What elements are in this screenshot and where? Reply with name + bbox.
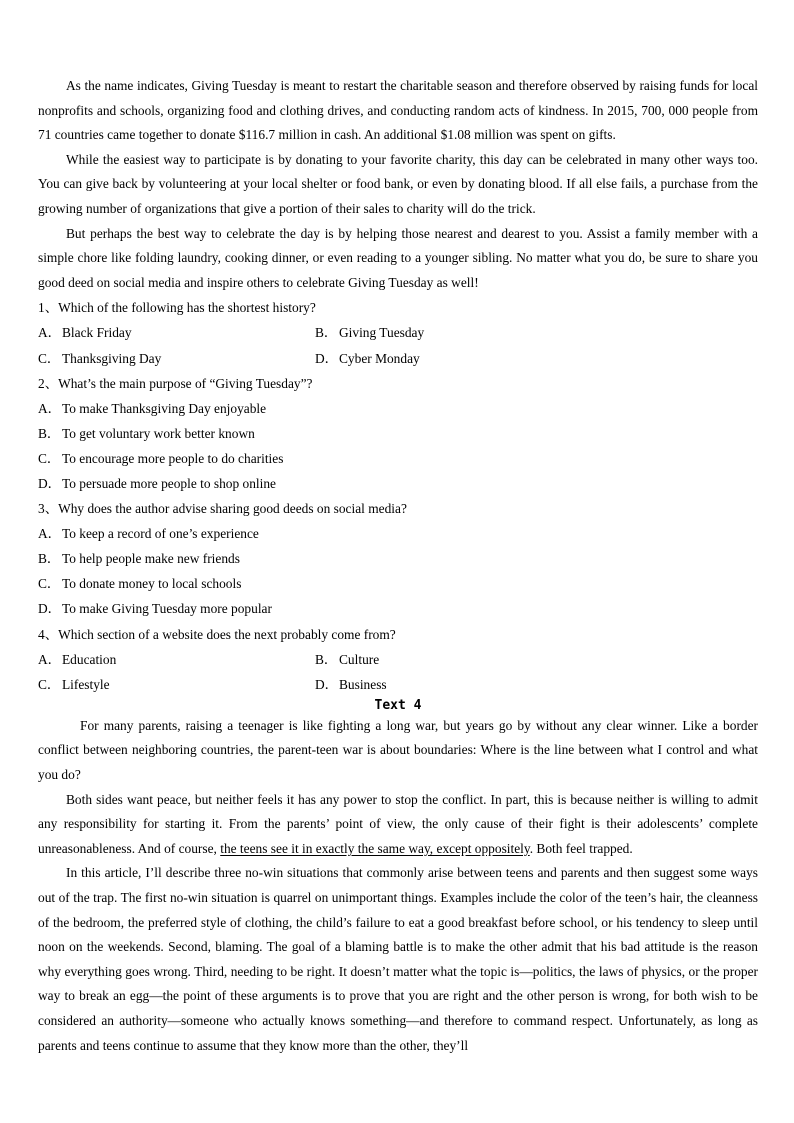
option-text: Education <box>62 651 117 667</box>
option-text: Thanksgiving Day <box>62 350 162 366</box>
option-letter: A． <box>38 651 62 667</box>
paragraph-text: Both sides want peace, but neither feels it has any power to stop the conflict. In part, this is because neither is willing to admit any responsibility for starting it. From the parents’ point of view, the only cause of their fight is their adolescents’ complete unreasonableness. And of course, <box>38 791 758 856</box>
option-b <box>38 421 758 446</box>
passage-text-4 <box>38 698 758 1058</box>
option-text: Business <box>339 676 387 692</box>
option-letter: D． <box>38 601 62 617</box>
question-text: Which of the following has the shortest history? <box>58 300 316 316</box>
passage-paragraph-1: For many parents, raising a teenager is like fighting a long war, but years go by without any clear winner. Like a border conflict between neighboring countries, the parent-teen war is about boundaries: Where is the line between what I control and what you do? <box>38 717 758 783</box>
underlined-sentence: the teens see it in exactly the same way, except oppositely <box>220 840 530 856</box>
passage-giving-tuesday <box>38 74 758 295</box>
option-letter: C． <box>38 350 61 366</box>
options-row <box>38 672 758 697</box>
question-1 <box>38 295 758 370</box>
question-stem <box>38 295 758 320</box>
option-text: To encourage more people to do charities <box>62 450 284 466</box>
option-c <box>38 346 315 371</box>
question-number: 4、 <box>38 626 59 642</box>
option-d <box>315 672 592 697</box>
option-letter: A． <box>38 526 62 542</box>
option-letter: D． <box>38 476 62 491</box>
question-text: Which section of a website does the next probably come from? <box>58 626 396 642</box>
option-text: To donate money to local schools <box>62 576 242 592</box>
option-text: To get voluntary work better known <box>62 425 255 441</box>
passage-paragraph-2: While the easiest way to participate is by donating to your favorite charity, this day can be celebrated in many other ways too. You can give back by volunteering at your local shelter or food bank, or even by donating blood. If all else fails, a purchase from the growing number of organizations that give a portion of their sales to charity will do the trick. <box>38 151 758 216</box>
option-a <box>38 396 758 421</box>
option-letter: B． <box>38 551 61 567</box>
option-letter: C． <box>38 576 61 592</box>
option-letter: A． <box>38 400 62 416</box>
option-c <box>38 571 758 596</box>
option-letter: C． <box>38 676 61 692</box>
option-c <box>38 446 758 471</box>
question-stem <box>38 496 758 521</box>
passage-paragraph-3: In this article, I’ll describe three no-win situations that commonly arise between teens and parents and then suggest some ways out of the trap. The first no-win situation is quarrel on unimportant things. Examples include the color of the teen’s hair, the cleanness of the bedroom, the preferred style of clothing, the child’s failure to eat a good breakfast before school, or his tendency to sleep until noon on the weekends. Second, blaming. The goal of a blaming battle is to make the other admit that his bad attitude is the reason why everything goes wrong. Third, needing to be right. It doesn’t matter what the topic is—politics, the laws of physics, or the proper way to break an egg—the point of these arguments is to prove that you are right and the other person is wrong, for both wish to be considered an authority—someone who actually knows something—and therefore to command respect. Unfortunately, as long as parents and teens continue to assume that they know more than the other, they’ll <box>38 865 758 1053</box>
option-a <box>38 647 315 672</box>
question-4 <box>38 622 758 697</box>
option-text: Giving Tuesday <box>339 325 425 341</box>
option-d <box>38 471 758 496</box>
option-text: To keep a record of one’s experience <box>62 526 259 542</box>
option-letter: A． <box>38 325 62 341</box>
option-b <box>315 647 592 672</box>
option-text: Black Friday <box>62 325 132 341</box>
option-text: Culture <box>339 651 380 667</box>
option-b <box>315 320 592 345</box>
passage-paragraph-1: As the name indicates, Giving Tuesday is meant to restart the charitable season and therefore observed by raising funds for local nonprofits and schools, organizing food and clothing drives, and conducting random acts of kindness. In 2015, 700, 000 people from 71 countries came together to donate $116.7 million in cash. An additional $1.08 million was spent on gifts. <box>38 78 758 143</box>
question-text: Why does the author advise sharing good deeds on social media? <box>58 501 407 517</box>
question-number: 3、 <box>38 501 59 517</box>
question-number: 2、 <box>38 375 59 391</box>
document-page <box>38 74 758 1058</box>
option-a <box>38 521 758 546</box>
question-number: 1、 <box>38 300 59 316</box>
option-c <box>38 672 315 697</box>
option-text: To make Giving Tuesday more popular <box>62 601 272 617</box>
option-text: To persuade more people to shop online <box>62 476 277 491</box>
option-letter: D． <box>315 676 339 692</box>
option-letter: D． <box>315 350 339 366</box>
option-text: To make Thanksgiving Day enjoyable <box>62 400 267 416</box>
option-letter: B． <box>315 325 338 341</box>
question-stem <box>38 371 758 396</box>
option-d <box>38 596 758 621</box>
options-row <box>38 647 758 672</box>
question-text: What’s the main purpose of “Giving Tuesday”? <box>58 375 313 391</box>
passage-paragraph-2 <box>38 788 758 862</box>
question-3 <box>38 496 758 621</box>
option-text: Cyber Monday <box>339 350 420 366</box>
options-row <box>38 320 758 345</box>
section-heading: Text 4 <box>374 697 422 713</box>
options-row <box>38 346 758 371</box>
option-letter: C． <box>38 450 61 466</box>
option-b <box>38 546 758 571</box>
option-a <box>38 320 315 345</box>
option-text: To help people make new friends <box>62 551 240 567</box>
option-text: Lifestyle <box>62 676 110 692</box>
paragraph-text: . Both feel trapped. <box>529 840 633 856</box>
question-stem <box>38 622 758 647</box>
option-letter: B． <box>38 425 61 441</box>
option-d <box>315 346 592 371</box>
option-letter: B． <box>315 651 338 667</box>
question-2 <box>38 371 758 496</box>
passage-paragraph-3: But perhaps the best way to celebrate the day is by helping those nearest and dearest to you. Assist a family member with a simple chore like folding laundry, cooking dinner, or even reading to a younger sibling. No matter what you do, be sure to share you good deed on social media and inspire others to celebrate Giving Tuesday as well! <box>38 225 758 290</box>
